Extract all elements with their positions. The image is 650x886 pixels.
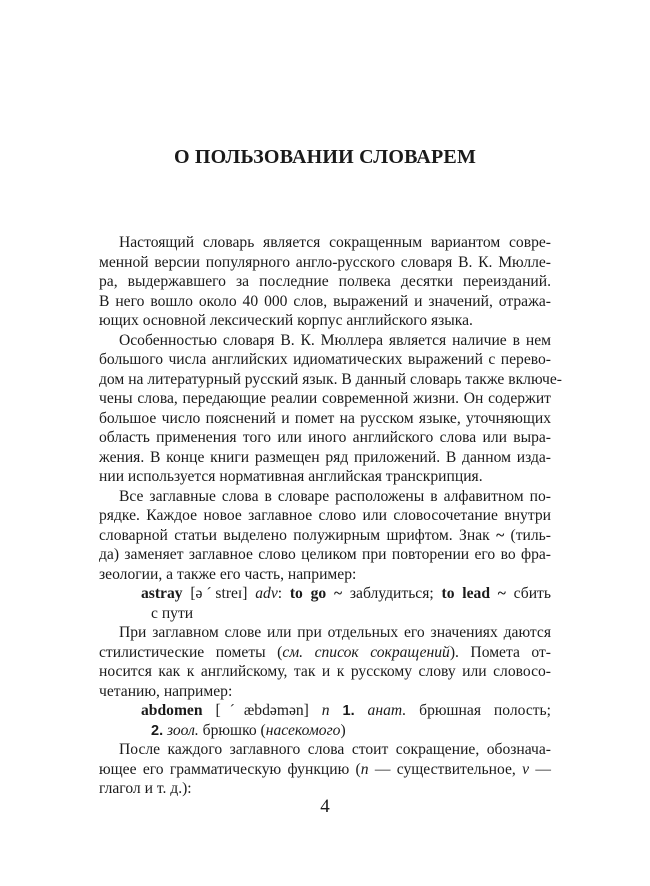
text-segment: [ˊæbdəmən] bbox=[202, 702, 322, 719]
text-line bbox=[99, 487, 551, 507]
text-segment: область применения того или иного английского слова или выра- bbox=[99, 429, 551, 446]
text-segment bbox=[330, 702, 343, 719]
italic-text: анат. bbox=[367, 702, 407, 719]
text-segment: ра, выдержавшего за последние полвека десятки переизданий. bbox=[99, 273, 551, 290]
text-segment: дом на литературный русский язык. В данный словарь также включе- bbox=[99, 370, 562, 388]
text-segment: брюшко ( bbox=[198, 721, 266, 739]
text-line bbox=[99, 350, 551, 370]
text-line bbox=[99, 292, 551, 312]
italic-text: n bbox=[321, 702, 330, 719]
text-line bbox=[99, 331, 551, 351]
page-number: 4 bbox=[320, 796, 330, 817]
bold-text: to lead ~ bbox=[441, 585, 506, 602]
italic-text: v bbox=[522, 760, 530, 778]
bold-text: ~ bbox=[496, 526, 505, 544]
bold-text: 2. bbox=[151, 722, 164, 739]
text-line bbox=[99, 565, 551, 585]
text-segment: с пути bbox=[151, 604, 194, 622]
text-segment: ющее его грамматическую функцию ( bbox=[99, 760, 361, 778]
italic-text: насекомого bbox=[265, 721, 341, 739]
text-segment: носится как к английскому, так и к русскому слову или словосо- bbox=[99, 663, 551, 680]
text-segment: зеологии, а также его часть, например: bbox=[99, 565, 357, 583]
text-line bbox=[99, 740, 551, 760]
text-segment: заблудиться; bbox=[342, 585, 442, 602]
bold-text: to go ~ bbox=[289, 585, 343, 602]
text-segment: При заглавном слове или при отдельных его значениях даются bbox=[119, 624, 551, 641]
italic-text: n bbox=[360, 760, 369, 778]
text-line bbox=[99, 253, 551, 273]
text-line bbox=[99, 409, 551, 429]
text-segment: Все заглавные слова в словаре расположены в алфавитном по- bbox=[119, 487, 551, 505]
text-segment: да) заменяет заглавное слово целиком при повторении его во фра- bbox=[99, 546, 551, 563]
text-line bbox=[99, 311, 551, 331]
italic-text: adv bbox=[255, 585, 278, 602]
text-segment: жения. В конце книги размещен ряд приложений. В данном изда- bbox=[99, 448, 551, 466]
text-segment: чены слова, передающие реалии современной жизни. Он содержит bbox=[99, 390, 551, 407]
text-line bbox=[99, 428, 551, 448]
text-segment: ) bbox=[340, 721, 346, 739]
page-title: О ПОЛЬЗОВАНИИ СЛОВАРЕМ bbox=[173, 146, 477, 168]
text-segment: словарной статьи выделено полужирным шрифтом. Знак bbox=[99, 526, 497, 544]
text-segment: рядке. Каждое новое заглавное слово или словосочетание внутри bbox=[99, 507, 551, 524]
bold-text: astray bbox=[141, 585, 183, 602]
text-segment: ). Помета от- bbox=[449, 643, 551, 661]
text-segment bbox=[355, 702, 368, 719]
italic-text: см. список сокращений bbox=[282, 643, 450, 661]
text-line bbox=[99, 760, 551, 780]
text-segment: большое число пояснений и помет на русском языке, уточняющих bbox=[99, 409, 551, 427]
text-segment: — bbox=[529, 760, 551, 778]
text-segment: менной версии популярного англо-русского словаря В. К. Мюлле- bbox=[99, 253, 551, 271]
text-line bbox=[99, 389, 551, 409]
text-line bbox=[99, 662, 551, 682]
text-line bbox=[99, 623, 551, 643]
text-segment: большого числа английских идиоматических выражений с перево- bbox=[99, 351, 551, 368]
text-segment: стилистические пометы ( bbox=[99, 643, 283, 661]
text-line bbox=[99, 233, 551, 253]
text-line bbox=[99, 272, 551, 292]
text-line bbox=[99, 467, 551, 487]
text-segment: Особенностью словаря В. К. Мюллера является наличие в нем bbox=[119, 331, 551, 349]
text-line bbox=[99, 448, 551, 468]
text-segment: четанию, например: bbox=[99, 682, 233, 700]
text-line bbox=[99, 701, 551, 721]
text-segment: нии используется нормативная английская транскрипция. bbox=[99, 468, 483, 485]
text-line bbox=[99, 604, 551, 624]
text-line bbox=[99, 643, 551, 663]
text-segment: брюшная полость; bbox=[406, 702, 551, 719]
text-segment: Настоящий словарь является сокращенным вариантом совре- bbox=[119, 234, 551, 251]
text-segment: — существительное, bbox=[368, 760, 523, 778]
text-segment: глагол и т. д.): bbox=[99, 780, 192, 797]
text-line bbox=[99, 584, 551, 604]
text-line bbox=[99, 370, 562, 390]
text-line bbox=[99, 526, 551, 546]
body-text bbox=[99, 233, 562, 799]
text-segment: (тиль- bbox=[504, 526, 551, 544]
text-line bbox=[99, 545, 551, 565]
text-line bbox=[99, 721, 551, 741]
text-line bbox=[99, 506, 551, 526]
italic-text: зоол. bbox=[167, 721, 199, 739]
text-segment: ющих основной лексический корпус английского языка. bbox=[99, 312, 473, 329]
text-segment: : bbox=[277, 585, 290, 602]
text-segment: После каждого заглавного слова стоит сокращение, обознача- bbox=[119, 741, 551, 758]
text-segment: [əˊstreɪ] bbox=[182, 585, 256, 602]
text-line bbox=[99, 682, 551, 702]
bold-text: abdomen bbox=[141, 702, 203, 719]
text-segment: сбить bbox=[505, 585, 551, 602]
text-segment: В него вошло около 40 000 слов, выражений и значений, отража- bbox=[99, 292, 551, 310]
bold-text: 1. bbox=[342, 703, 355, 719]
